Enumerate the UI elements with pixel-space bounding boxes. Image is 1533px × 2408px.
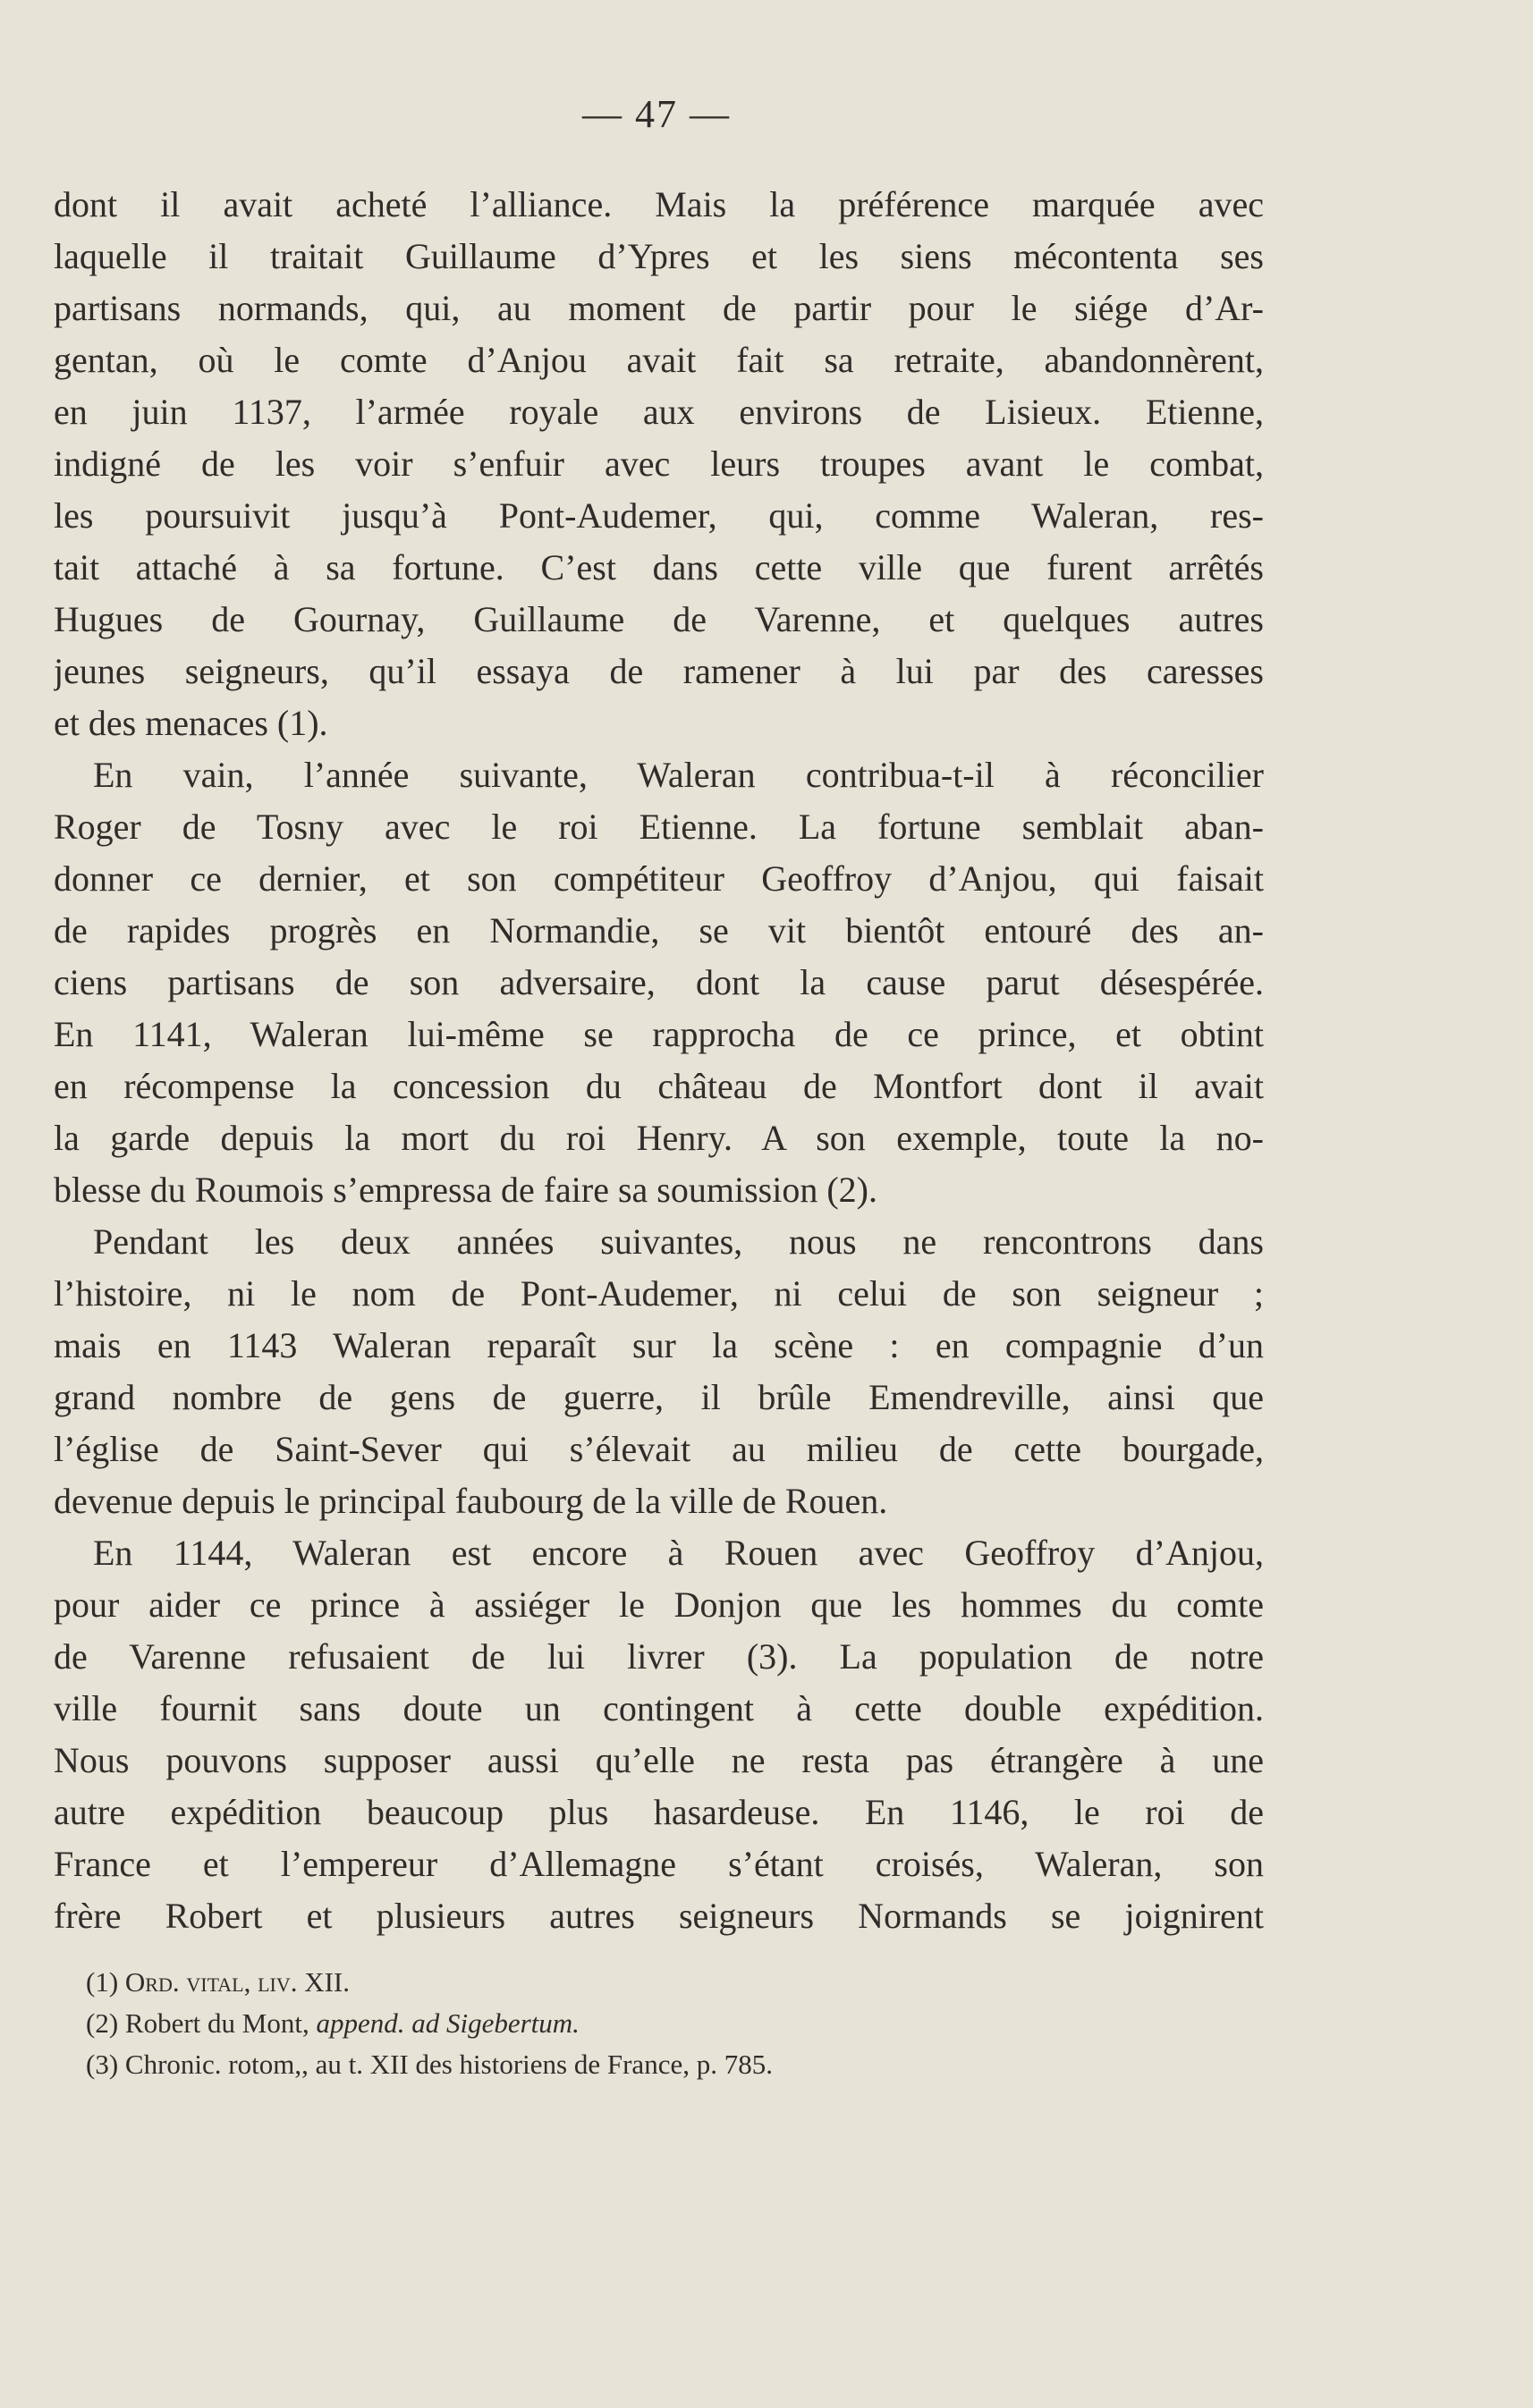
text-line: l’église de Saint-Sever qui s’élevait au milieu de cette bourgade, [54,1429,1264,1469]
text-line: devenue depuis le principal faubourg de la ville de Rouen. [54,1481,888,1521]
text-line: ville fournit sans doute un contingent à cette double expédition. [54,1688,1264,1728]
footnote-3 [86,2046,773,2083]
footnote-number: (2) [86,2007,119,2039]
text-line: grand nombre de gens de guerre, il brûle Emendreville, ainsi que [54,1377,1264,1417]
text-line: l’histoire, ni le nom de Pont-Audemer, ni celui de son seigneur ; [54,1273,1264,1314]
text-line: indigné de les voir s’enfuir avec leurs troupes avant le combat, [54,444,1264,484]
text-line: Pendant les deux années suivantes, nous ne rencontrons dans [93,1221,1264,1262]
footnote-text: Chronic. rotom,, au t. XII des historiens de France, p. 785. [124,2049,773,2080]
text-line: en récompense la concession du château de Montfort dont il avait [54,1066,1264,1106]
footnote-2 [86,2005,580,2042]
text-line: frère Robert et plusieurs autres seigneurs Normands se joignirent [54,1896,1264,1936]
footnote-1 [86,1964,350,2001]
text-line: Nous pouvons supposer aussi qu’elle ne resta pas étrangère à une [54,1740,1264,1780]
text-line: dont il avait acheté l’alliance. Mais la préférence marquée avec [54,184,1264,224]
text-line: de Varenne refusaient de lui livrer (3). La population de notre [54,1636,1264,1677]
footnote-title: append. ad Sigebertum. [316,2007,580,2039]
page-number: — 47 — [582,92,731,136]
footnote-text: Ord. vital, liv. XII. [124,1966,351,1998]
text-line: les poursuivit jusqu’à Pont-Audemer, qui, comme Waleran, res- [54,495,1264,536]
text-line: En 1141, Waleran lui-même se rapprocha de ce prince, et obtint [54,1014,1264,1054]
footnote-number: (3) [86,2049,119,2080]
text-line: mais en 1143 Waleran reparaît sur la scène : en compagnie d’un [54,1325,1264,1365]
text-line: laquelle il traitait Guillaume d’Ypres et les siens mécontenta ses [54,236,1264,276]
text-line: En vain, l’année suivante, Waleran contribua-t-il à réconcilier [93,755,1264,795]
text-line: partisans normands, qui, au moment de partir pour le siége d’Ar- [54,288,1264,328]
text-line: la garde depuis la mort du roi Henry. A son exemple, toute la no- [54,1118,1264,1158]
text-line: tait attaché à sa fortune. C’est dans cette ville que furent arrêtés [54,547,1264,587]
text-line: jeunes seigneurs, qu’il essaya de ramener à lui par des caresses [54,651,1264,691]
text-line: et des menaces (1). [54,703,328,743]
text-line: en juin 1137, l’armée royale aux environs de Lisieux. Etienne, [54,392,1264,432]
text-line: blesse du Roumois s’empressa de faire sa soumission (2). [54,1170,877,1210]
text-line: donner ce dernier, et son compétiteur Geoffroy d’Anjou, qui faisait [54,858,1264,899]
text-line: gentan, où le comte d’Anjou avait fait sa retraite, abandonnèrent, [54,340,1264,380]
text-line: de rapides progrès en Normandie, se vit bientôt entouré des an- [54,910,1264,951]
text-line: En 1144, Waleran est encore à Rouen avec Geoffroy d’Anjou, [93,1533,1264,1573]
text-line: autre expédition beaucoup plus hasardeuse. En 1146, le roi de [54,1792,1264,1832]
footnote-author: Robert du Mont, [124,2007,309,2039]
text-line: France et l’empereur d’Allemagne s’étant croisés, Waleran, son [54,1844,1264,1884]
text-line: Roger de Tosny avec le roi Etienne. La fortune semblait aban- [54,807,1264,847]
text-line: ciens partisans de son adversaire, dont la cause parut désespérée. [54,962,1264,1002]
text-line: pour aider ce prince à assiéger le Donjon que les hommes du comte [54,1584,1264,1625]
footnote-number: (1) [86,1966,119,1998]
text-line: Hugues de Gournay, Guillaume de Varenne, et quelques autres [54,599,1264,639]
